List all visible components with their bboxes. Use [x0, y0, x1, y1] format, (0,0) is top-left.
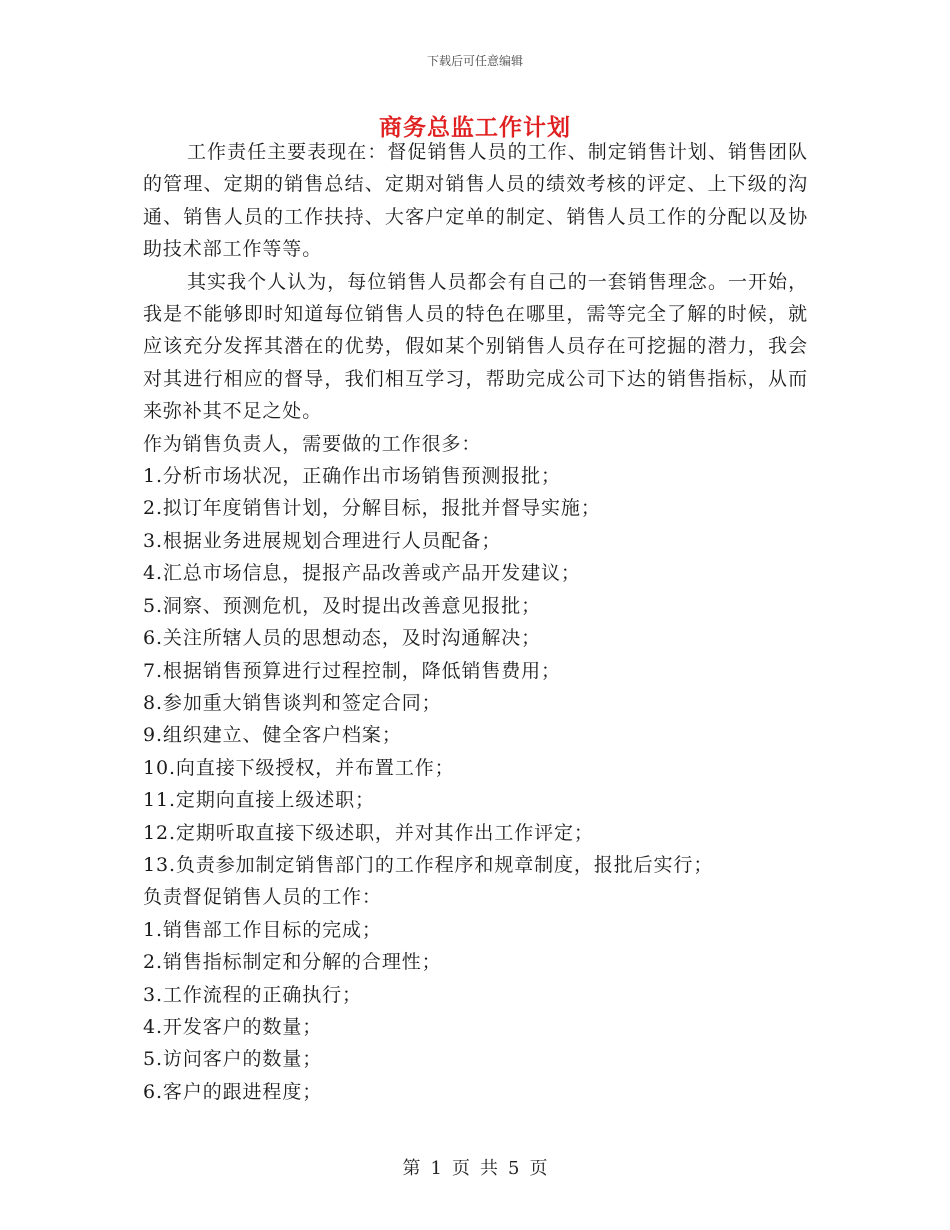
document-title: 商务总监工作计划 [379, 115, 571, 141]
supervise-item: 5.访问客户的数量； [143, 1048, 323, 1071]
footer-ye: 页 [452, 1158, 470, 1179]
supervise-item: 1.销售部工作目标的完成； [143, 918, 382, 941]
duty-item: 2.拟订年度销售计划，分解目标，报批并督导实施； [143, 497, 601, 520]
supervise-item: 2.销售指标制定和分解的合理性； [143, 951, 442, 974]
footer-current-page: 1 [430, 1158, 442, 1179]
duty-item: 13.负责参加制定销售部门的工作程序和规章制度，报批后实行； [143, 853, 714, 876]
paragraph-responsibilities: 工作责任主要表现在：督促销售人员的工作、制定销售计划、销售团队的管理、定期的销售总结、定期对销售人员的绩效考核的评定、上下级的沟通、销售人员的工作扶持、大客户定单的制定、销售人员工作的分配以及协助技术部工作等等。 [143, 141, 808, 261]
duty-item: 11.定期向直接上级述职； [143, 789, 375, 812]
duty-item: 1.分析市场状况，正确作出市场销售预测报批； [143, 465, 561, 488]
footer-total-pages: 5 [508, 1158, 520, 1179]
supervise-intro: 负责督促销售人员的工作： [143, 886, 382, 909]
supervise-item: 4.开发客户的数量； [143, 1015, 323, 1038]
duties-intro: 作为销售负责人，需要做的工作很多： [143, 432, 482, 455]
footer-ye-2: 页 [529, 1158, 548, 1179]
page-header-note: 下载后可任意编辑 [426, 54, 523, 68]
duty-item: 5.洞察、预测危机，及时提出改善意见报批； [143, 594, 542, 617]
duty-item: 3.根据业务进展规划合理进行人员配备； [143, 529, 502, 552]
duty-item: 7.根据销售预算进行过程控制，降低销售费用； [143, 659, 561, 682]
document-body [143, 136, 808, 1108]
footer-gong: 共 [480, 1158, 498, 1179]
supervise-item: 3.工作流程的正确执行； [143, 983, 362, 1006]
supervise-item: 6.客户的跟进程度； [143, 1080, 323, 1103]
duty-item: 4.汇总市场信息，提报产品改善或产品开发建议； [143, 562, 581, 585]
duty-item: 6.关注所辖人员的思想动态，及时沟通解决； [143, 627, 542, 650]
duty-item: 10.向直接下级授权，并布置工作； [143, 756, 455, 779]
duty-item: 8.参加重大销售谈判和签定合同； [143, 691, 442, 714]
footer-di: 第 [402, 1158, 421, 1179]
duty-item: 12.定期听取直接下级述职，并对其作出工作评定； [143, 821, 594, 844]
page-number-footer [0, 1154, 950, 1180]
duty-item: 9.组织建立、健全客户档案； [143, 724, 402, 747]
paragraph-personal-view: 其实我个人认为，每位销售人员都会有自己的一套销售理念。一开始，我是不能够即时知道每位销售人员的特色在哪里，需等完全了解的时候，就应该充分发挥其潜在的优势，假如某个别销售人员存在可挖掘的潜力，我会对其进行相应的督导，我们相互学习，帮助完成公司下达的销售指标，从而来弥补其不足之处。 [143, 270, 808, 423]
